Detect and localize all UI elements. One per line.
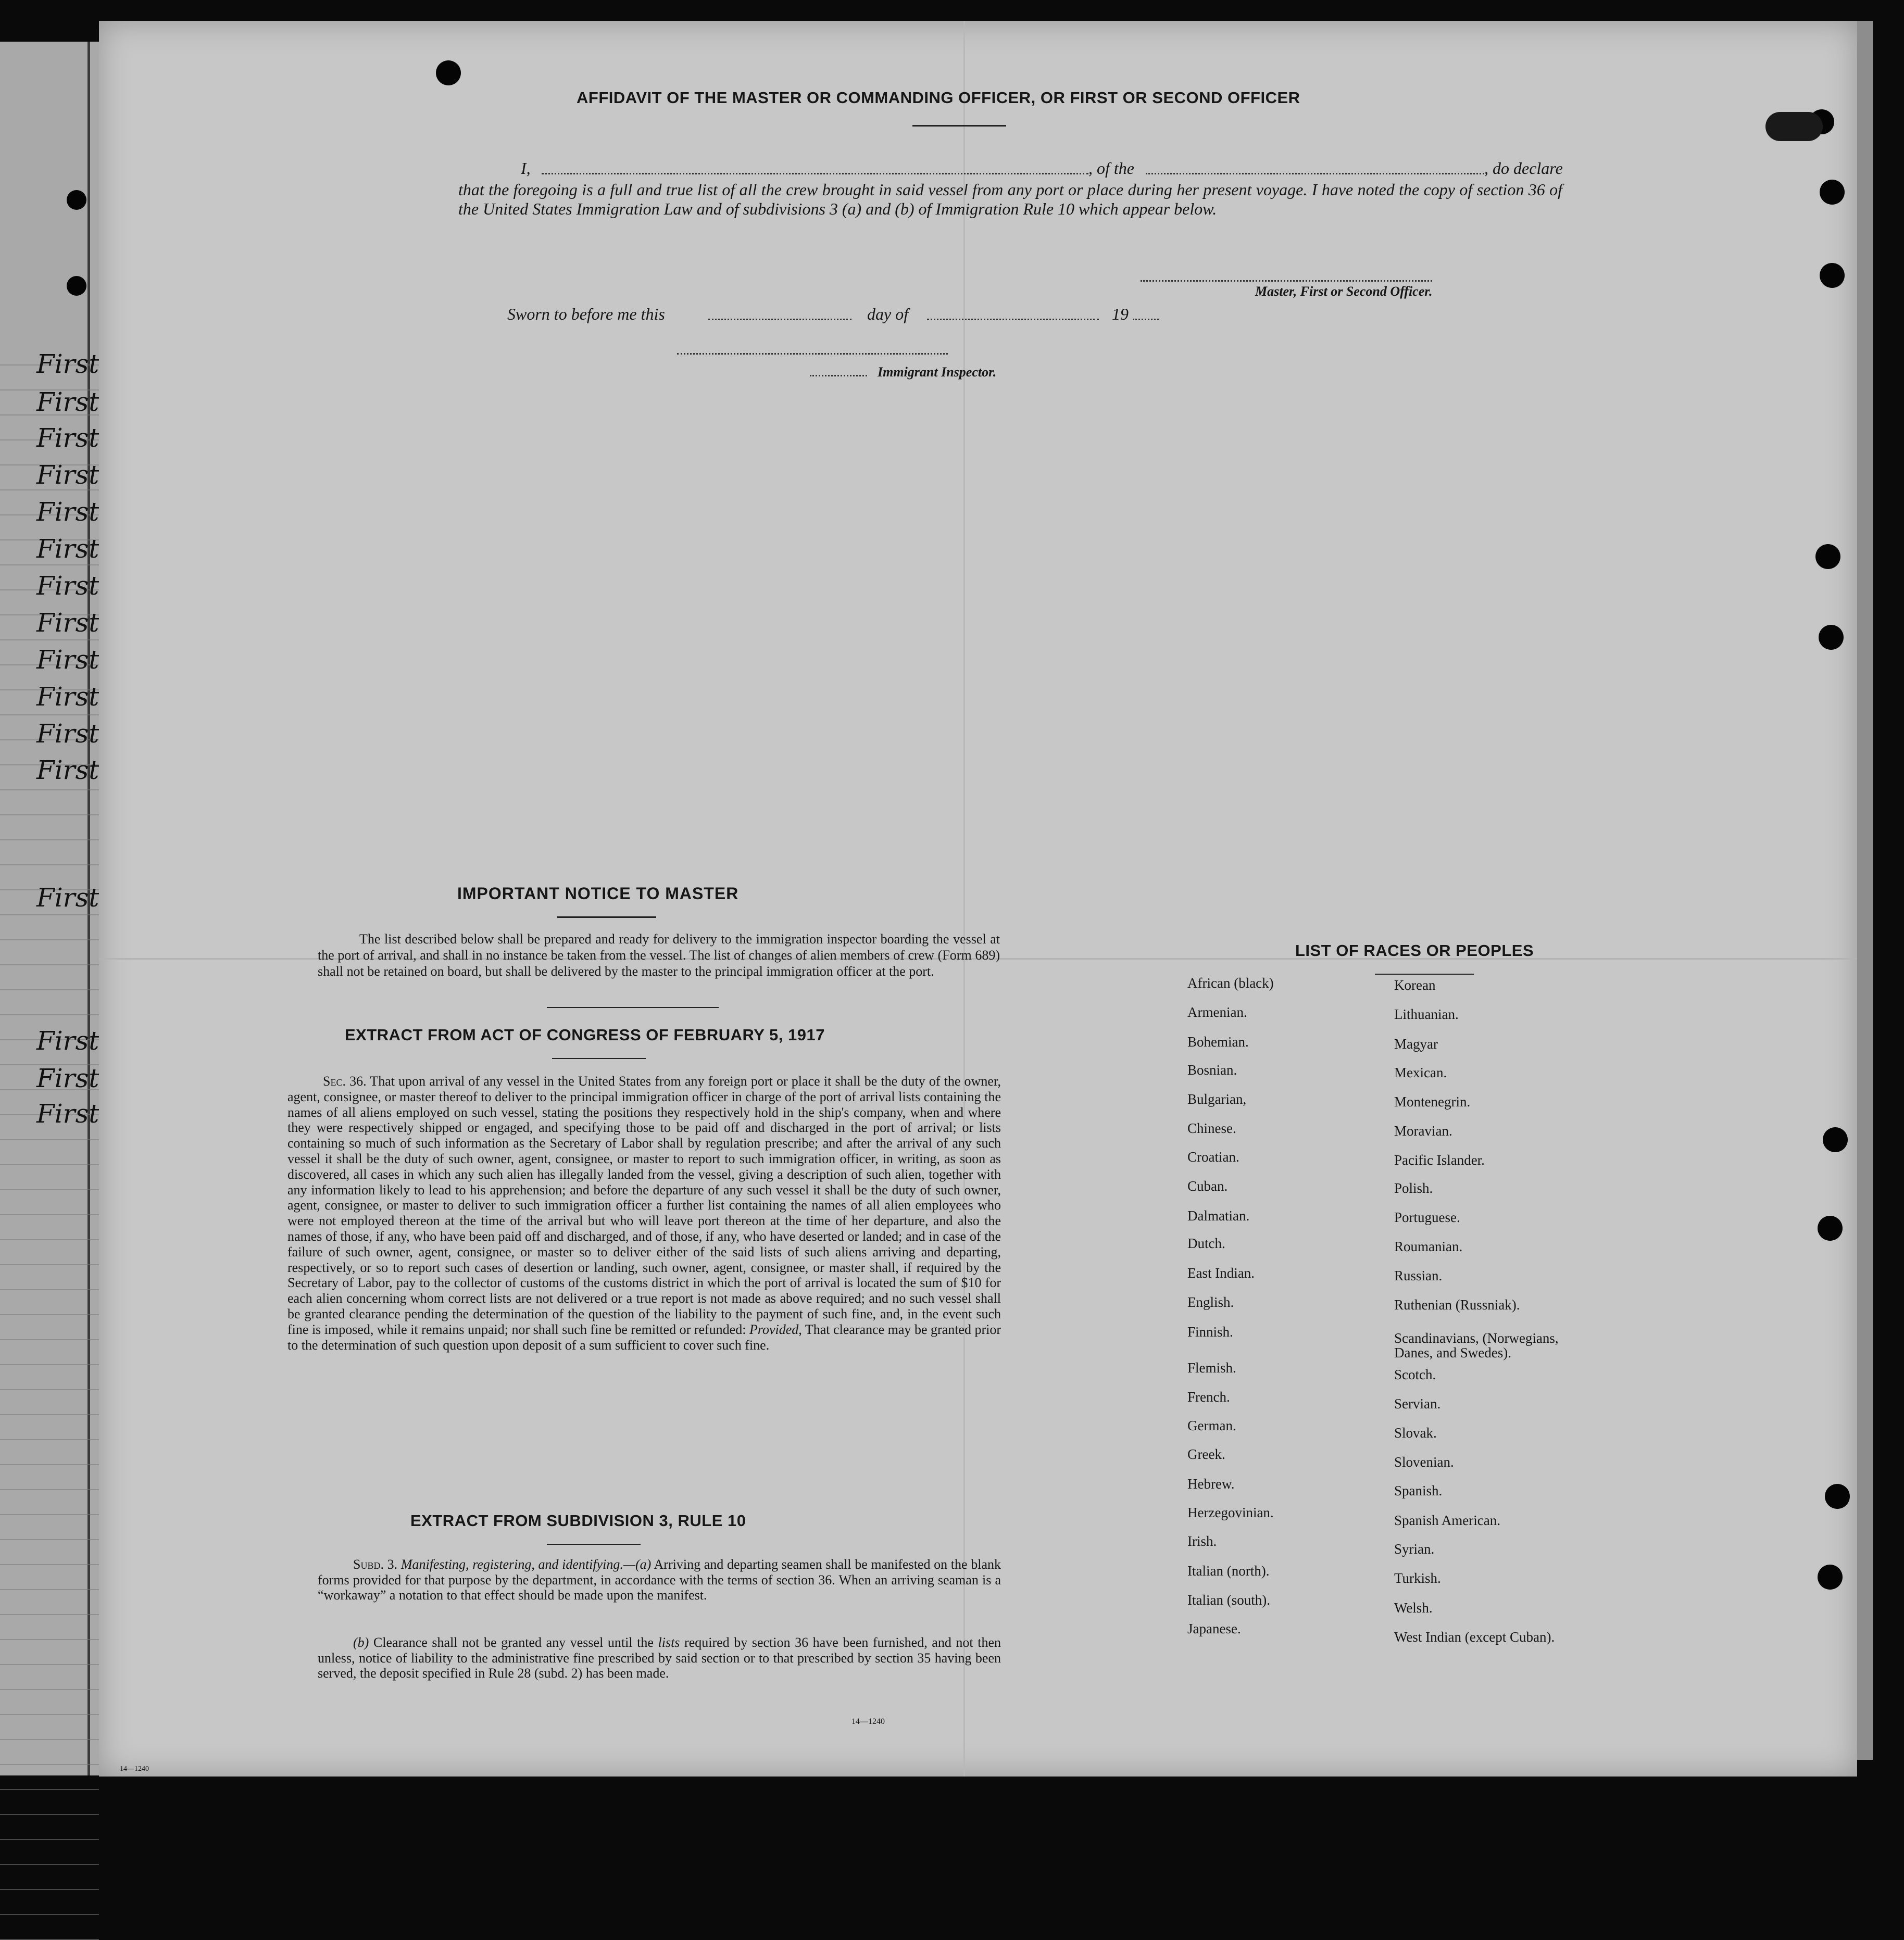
notice-divider	[547, 1007, 719, 1008]
ledger-rule-line	[0, 939, 99, 940]
form-number-bottom: 14—1240	[120, 1765, 149, 1773]
ledger-rule-line	[0, 639, 99, 640]
name-field-line	[542, 173, 1088, 174]
race-item: Bosnian.	[1187, 1062, 1237, 1078]
punch-hole	[1815, 544, 1840, 569]
ledger-rule-line	[0, 1364, 99, 1365]
ledger-rule-line	[0, 1839, 99, 1840]
race-item: Cuban.	[1187, 1178, 1228, 1194]
race-item: Montenegrin.	[1394, 1094, 1471, 1110]
ledger-rule-line	[0, 1564, 99, 1565]
page-edge-shadow	[1857, 21, 1873, 1760]
ledger-rule-line	[0, 1514, 99, 1515]
subd-b-label: (b)	[353, 1635, 369, 1650]
ledger-rule-line	[0, 814, 99, 815]
master-label: Master, First or Second Officer.	[1255, 284, 1433, 299]
race-item: Mexican.	[1394, 1065, 1447, 1080]
rule-title-underline	[547, 1544, 641, 1545]
race-item: Spanish.	[1394, 1483, 1443, 1498]
margin-handwriting: First	[36, 1026, 99, 1056]
margin-handwriting: First	[36, 460, 99, 490]
rule-subd-a	[318, 1557, 1001, 1603]
act-section-body-end: That clearance may be granted prior to the determination of such question upon deposit of a sum sufficient to cover such fine.	[287, 1321, 1001, 1353]
race-item: African (black)	[1187, 975, 1274, 991]
race-item: Syrian.	[1394, 1541, 1435, 1557]
punch-hole	[436, 60, 461, 85]
race-item: Turkish.	[1394, 1570, 1441, 1586]
notice-title: IMPORTANT NOTICE TO MASTER	[457, 884, 739, 903]
race-item: Slovenian.	[1394, 1454, 1454, 1470]
act-section-36	[287, 1074, 1001, 1353]
sworn-prefix: Sworn to before me this	[507, 305, 665, 323]
punch-hole	[1823, 1127, 1848, 1152]
vessel-field-line	[1146, 173, 1484, 174]
ledger-rule-line	[0, 1164, 99, 1165]
ledger-rule-line	[0, 989, 99, 990]
race-item: Armenian.	[1187, 1004, 1247, 1020]
inspector-signature-line	[677, 353, 948, 355]
race-item: Scandinavians, (Norwegians, Danes, and Swedes).	[1394, 1330, 1559, 1360]
race-item: Flemish.	[1187, 1360, 1236, 1376]
race-item: East Indian.	[1187, 1265, 1255, 1281]
race-item: Bulgarian,	[1187, 1091, 1247, 1107]
ledger-rule-line	[0, 1439, 99, 1440]
ledger-rule-line	[0, 1739, 99, 1740]
rule-extract-title: EXTRACT FROM SUBDIVISION 3, RULE 10	[410, 1511, 746, 1530]
race-item: Scotch.	[1394, 1367, 1436, 1382]
subd-b-body-1: Clearance shall not be granted any vessel until the	[373, 1635, 654, 1650]
act-provided-label: Provided,	[749, 1321, 802, 1337]
ledger-rule-line	[0, 1289, 99, 1290]
subd-a-body: Arriving and departing seamen shall be manifested on the blank forms provided for that purpose by the department, in accordance with the terms of section 36. When an arriving seaman is a “workaway” a notation to that effect should be made upon the manifest.	[318, 1557, 1001, 1603]
form-number: 14—1240	[851, 1717, 885, 1726]
race-item: West Indian (except Cuban).	[1394, 1629, 1555, 1645]
ledger-rule-line	[0, 714, 99, 715]
ledger-rule-line	[0, 1714, 99, 1715]
margin-handwriting: First	[36, 883, 99, 913]
race-item: Welsh.	[1394, 1600, 1433, 1616]
ledger-rule-line	[0, 1389, 99, 1390]
master-signature-line	[1141, 280, 1432, 282]
ledger-rule-line	[0, 1214, 99, 1215]
ledger-rule-line	[0, 1264, 99, 1265]
ledger-rule-line	[0, 789, 99, 790]
race-item: Spanish American.	[1394, 1513, 1500, 1528]
act-title-underline	[552, 1058, 646, 1059]
race-item: German.	[1187, 1418, 1236, 1433]
inspector-prefix-line	[810, 375, 867, 376]
ledger-rule-line	[0, 1539, 99, 1540]
notice-title-underline	[557, 916, 656, 918]
ledger-rule-line	[0, 964, 99, 965]
punch-hole	[1819, 625, 1844, 650]
race-item: French.	[1187, 1389, 1230, 1405]
race-item: Russian.	[1394, 1268, 1443, 1283]
margin-handwriting: First	[36, 571, 99, 601]
margin-handwriting: First	[36, 719, 99, 749]
ledger-rule-line	[0, 1764, 99, 1765]
ledger-rule-line	[0, 1689, 99, 1690]
margin-handwriting: First	[36, 497, 99, 527]
race-item: Dutch.	[1187, 1236, 1225, 1251]
ledger-rule-line	[0, 1589, 99, 1590]
ledger-rule-line	[0, 1489, 99, 1490]
document-page	[99, 21, 1857, 1777]
notice-body: The list described below shall be prepared and ready for delivery to the immigration inspector boarding the vessel at the port of arrival, and shall in no instance be taken from the vessel. The list of changes of alien members of crew (Form 689) shall not be retained on board, but shall be delivered by the master to the principal immigration officer at the port.	[318, 931, 1000, 979]
punch-hole	[1818, 1565, 1843, 1590]
race-item: Japanese.	[1187, 1621, 1241, 1636]
subd-b-body-2: required by section 36 have been furnished, and not then unless, notice of liability to the administrative fine prescribed by said section or to that prescribed by section 35 having been served, the deposit specified in Rule 28 (subd. 2) has been made.	[318, 1635, 1001, 1681]
race-item: Croatian.	[1187, 1149, 1239, 1165]
sworn-year-line	[1133, 319, 1159, 320]
subd-b-lists: lists	[658, 1635, 680, 1650]
punch-hole	[1818, 1216, 1843, 1241]
ledger-rule-line	[0, 1189, 99, 1190]
margin-handwriting: First	[36, 645, 99, 675]
affidavit-body: that the foregoing is a full and true list of all the crew brought in said vessel from any port or place during her present voyage. I have noted the copy of section 36 of the United States Immigration Law and of subdivisions 3 (a) and (b) of Immigration Rule 10 which appear below.	[458, 180, 1562, 218]
margin-handwriting: First	[36, 682, 99, 712]
race-item: Chinese.	[1187, 1120, 1236, 1136]
race-item: Slovak.	[1394, 1425, 1437, 1441]
margin-handwriting: First	[36, 755, 99, 785]
ledger-rule-line	[0, 564, 99, 565]
margin-handwriting: First	[36, 387, 99, 417]
binding-tear	[1765, 112, 1823, 141]
punch-hole	[1825, 1484, 1850, 1509]
sworn-month-line	[927, 319, 1099, 320]
race-item: Pacific Islander.	[1394, 1152, 1485, 1168]
ledger-rule-line	[0, 1614, 99, 1615]
race-item: Greek.	[1187, 1446, 1225, 1462]
races-title: LIST OF RACES OR PEOPLES	[1295, 941, 1534, 960]
ledger-rule-line	[0, 1664, 99, 1665]
margin-handwriting: First	[36, 1063, 99, 1093]
ledger-rule-line	[0, 914, 99, 915]
sworn-year-label: 19	[1112, 305, 1129, 323]
race-item: Italian (north).	[1187, 1563, 1270, 1579]
race-item: Ruthenian (Russniak).	[1394, 1297, 1520, 1313]
margin-handwriting: First	[36, 349, 99, 379]
race-item: Moravian.	[1394, 1123, 1452, 1139]
race-item: Hebrew.	[1187, 1476, 1235, 1492]
race-item: Bohemian.	[1187, 1034, 1249, 1050]
races-title-underline	[1375, 974, 1474, 975]
race-item: Portuguese.	[1394, 1210, 1460, 1225]
sworn-day-line	[708, 319, 851, 320]
ledger-rule-line	[0, 1339, 99, 1340]
race-item: Dalmatian.	[1187, 1208, 1250, 1224]
subd-label: Subd. 3.	[353, 1557, 398, 1572]
punch-hole	[67, 190, 86, 210]
race-item: English.	[1187, 1294, 1234, 1310]
margin-handwriting: First	[36, 534, 99, 564]
punch-hole	[1820, 263, 1845, 288]
margin-handwriting: First	[36, 423, 99, 453]
title-underline	[912, 125, 1006, 127]
ledger-rule-line	[0, 1239, 99, 1240]
underlying-ledger-page	[0, 42, 99, 1775]
ledger-rule-line	[0, 1014, 99, 1015]
ledger-rule-line	[0, 1864, 99, 1865]
subd-a-label: —(a)	[623, 1557, 652, 1572]
race-item: Finnish.	[1187, 1324, 1233, 1340]
act-extract-title: EXTRACT FROM ACT OF CONGRESS OF FEBRUARY 5, 1917	[345, 1026, 825, 1044]
margin-handwriting: First	[36, 608, 99, 638]
ledger-rule-line	[0, 1639, 99, 1640]
ledger-rule-line	[0, 1314, 99, 1315]
ledger-rule-line	[0, 1814, 99, 1815]
race-item: Lithuanian.	[1394, 1006, 1459, 1022]
ledger-rule-line	[0, 839, 99, 840]
sworn-day-label: day of	[867, 305, 909, 323]
ledger-rule-line	[0, 864, 99, 865]
margin-handwriting: First	[36, 1099, 99, 1129]
act-section-body: That upon arrival of any vessel in the United States from any foreign port or place it shall be the duty of the owner, agent, consignee, or master thereof to deliver to the principal immigration officer in charge of the port of arrival lists containing the names of all aliens employed on such vessel, stating the positions they respectively hold in the ship's company, when and where they were respectively shipped or engaged, and specifying those to be paid off and discharged in the port of arrival; or lists containing so much of such information as the Secretary of Labor shall by regulation prescribe; and after the arrival of any such vessel it shall be the duty of such owner, agent, consignee, or master to report to such immigration officer, in writing, as soon as discovered, all cases in which any such alien has illegally landed from the vessel, giving a description of such alien, together with any information likely to lead to his apprehension; and before the departure of any such vessel it shall be the duty of such owner, agent, consignee, or master to deliver to such immigration officer a further list containing the names of all alien employees who were not employed thereon at the time of the arrival but who will leave port thereon at the time of her departure, and also the names of those, if any, who have been paid off and discharged, and of those, if any, who have deserted or landed; and in case of the failure of such owner, agent, consignee, or master so to deliver either of the said lists of such aliens arriving and departing, respectively, or so to report such cases of desertion or landing, such owner, agent, consignee, or master shall, if required by the Secretary of Labor, pay to the collector of customs of the customs district in which the port of arrival is located the sum of $10 for each alien concerning whom correct lists are not delivered or a true report is not made as above required; and no such vessel shall be granted clearance pending the determination of the question of the liability to the payment of such fine, and, in the event such fine is imposed, while it remains unpaid; nor shall such fine be remitted or refunded:	[287, 1074, 1001, 1337]
race-item: Servian.	[1394, 1396, 1441, 1412]
ledger-rule-line	[0, 1464, 99, 1465]
ledger-rule-line	[0, 1414, 99, 1415]
inspector-label: Immigrant Inspector.	[878, 364, 997, 380]
race-item: Korean	[1394, 977, 1436, 993]
ledger-rule-line	[0, 1914, 99, 1915]
subd-heading: Manifesting, registering, and identifying.	[400, 1557, 623, 1572]
punch-hole	[67, 276, 86, 296]
fold-crease-vertical	[963, 21, 965, 1777]
race-item: Roumanian.	[1394, 1239, 1463, 1254]
rule-subd-b	[318, 1635, 1001, 1681]
race-item: Italian (south).	[1187, 1592, 1270, 1608]
ledger-rule-line	[0, 1889, 99, 1890]
race-item: Polish.	[1394, 1180, 1433, 1196]
affidavit-title: AFFIDAVIT OF THE MASTER OR COMMANDING OFFICER, OR FIRST OR SECOND OFFICER	[577, 89, 1300, 107]
affidavit-of-the-label: , of the	[1088, 159, 1134, 178]
race-item: Herzegovinian.	[1187, 1505, 1274, 1520]
act-section-label: Sec. 36.	[323, 1074, 367, 1089]
race-item: Magyar	[1394, 1036, 1438, 1052]
ledger-rule-line	[0, 1139, 99, 1140]
ledger-rule-line	[0, 1789, 99, 1790]
race-item: Irish.	[1187, 1533, 1217, 1549]
punch-hole	[1820, 180, 1845, 205]
affidavit-do-declare-label: , do declare	[1484, 159, 1563, 178]
affidavit-i-label: I,	[521, 159, 531, 178]
